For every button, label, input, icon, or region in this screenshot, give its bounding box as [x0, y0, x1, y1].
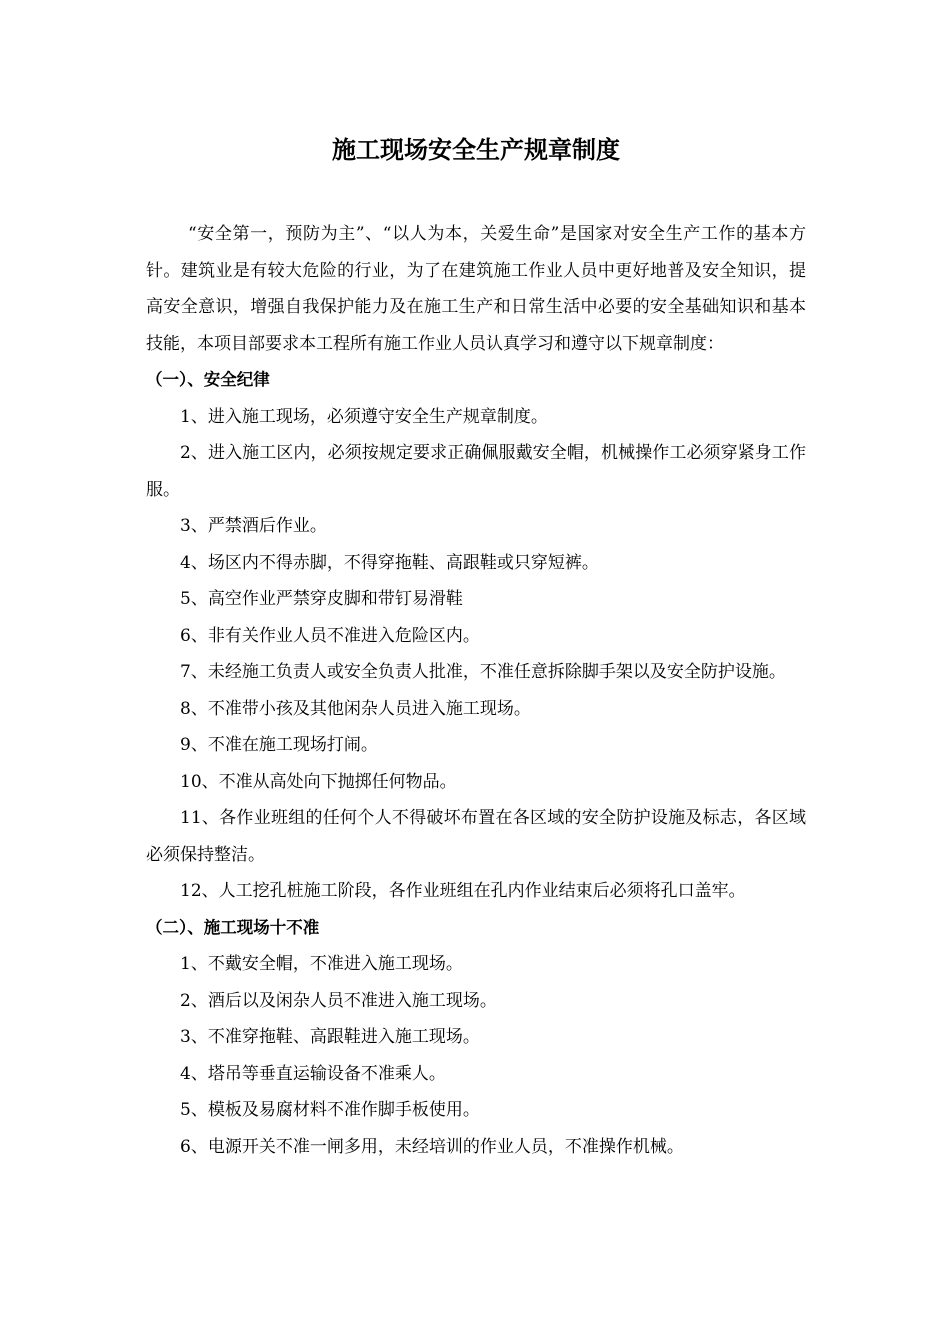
rule-item: 1、进入施工现场，必须遵守安全生产规章制度。: [180, 406, 548, 427]
rule-item: 1、不戴安全帽，不准进入施工现场。: [180, 954, 463, 974]
rule-item: 2、酒后以及闲杂人员不准进入施工现场。: [180, 990, 497, 1011]
document-title: 施工现场安全生产规章制度: [332, 136, 620, 164]
section-ten-prohibitions: [146, 910, 806, 1166]
rule-item: 9、不准在施工现场打闹。: [180, 735, 378, 755]
rule-item: 8、不准带小孩及其他闲杂人员进入施工现场。: [180, 698, 531, 719]
rule-item: 12、人工挖孔桩施工阶段，各作业班组在孔内作业结束后必须将孔口盖牢。: [180, 881, 746, 901]
rule-item: 3、严禁酒后作业。: [180, 516, 327, 536]
rule-list: [146, 946, 806, 1165]
rule-item: 4、塔吊等垂直运输设备不准乘人。: [180, 1063, 446, 1084]
rule-item: 4、场区内不得赤脚，不得穿拖鞋、高跟鞋或只穿短裤。: [180, 552, 599, 573]
rule-item: 10、不准从高处向下抛掷任何物品。: [180, 771, 457, 792]
section-heading: （一）、安全纪律: [146, 370, 270, 389]
rule-item: 6、电源开关不准一闸多用，未经培训的作业人员，不准操作机械。: [180, 1136, 684, 1157]
rule-item: 5、高空作业严禁穿皮脚和带钉易滑鞋: [180, 589, 463, 609]
rule-item: 11、各作业班组的任何个人不得破坏布置在各区域的安全防护设施及标志，各区域必须保持整洁。: [146, 808, 806, 865]
rule-item: 5、模板及易腐材料不准作脚手板使用。: [180, 1100, 480, 1120]
rule-item: 6、非有关作业人员不准进入危险区内。: [180, 625, 480, 646]
document-body: [146, 216, 806, 1165]
rule-item: 7、未经施工负责人或安全负责人批准，不准任意拆除脚手架以及安全防护设施。: [180, 662, 786, 682]
intro-paragraph: “安全第一，预防为主”、“以人为本，关爱生命”是国家对安全生产工作的基本方针。建筑业是有较大危险的行业，为了在建筑施工作业人员中更好地普及安全知识，提高安全意识，增强自我保护能力及在施工生产和日常生活中必要的安全基础知识和基本技能，本项目部要求本工程所有施工作业人员认真学习和遵守以下规章制度：: [146, 224, 806, 354]
section-safety-discipline: [146, 362, 806, 910]
rule-list: [146, 399, 806, 910]
rule-item: 3、不准穿拖鞋、高跟鞋进入施工现场。: [180, 1027, 480, 1047]
rule-item: 2、进入施工区内，必须按规定要求正确佩服戴安全帽，机械操作工必须穿紧身工作服。: [146, 443, 806, 500]
section-heading: （二）、施工现场十不准: [146, 917, 320, 937]
